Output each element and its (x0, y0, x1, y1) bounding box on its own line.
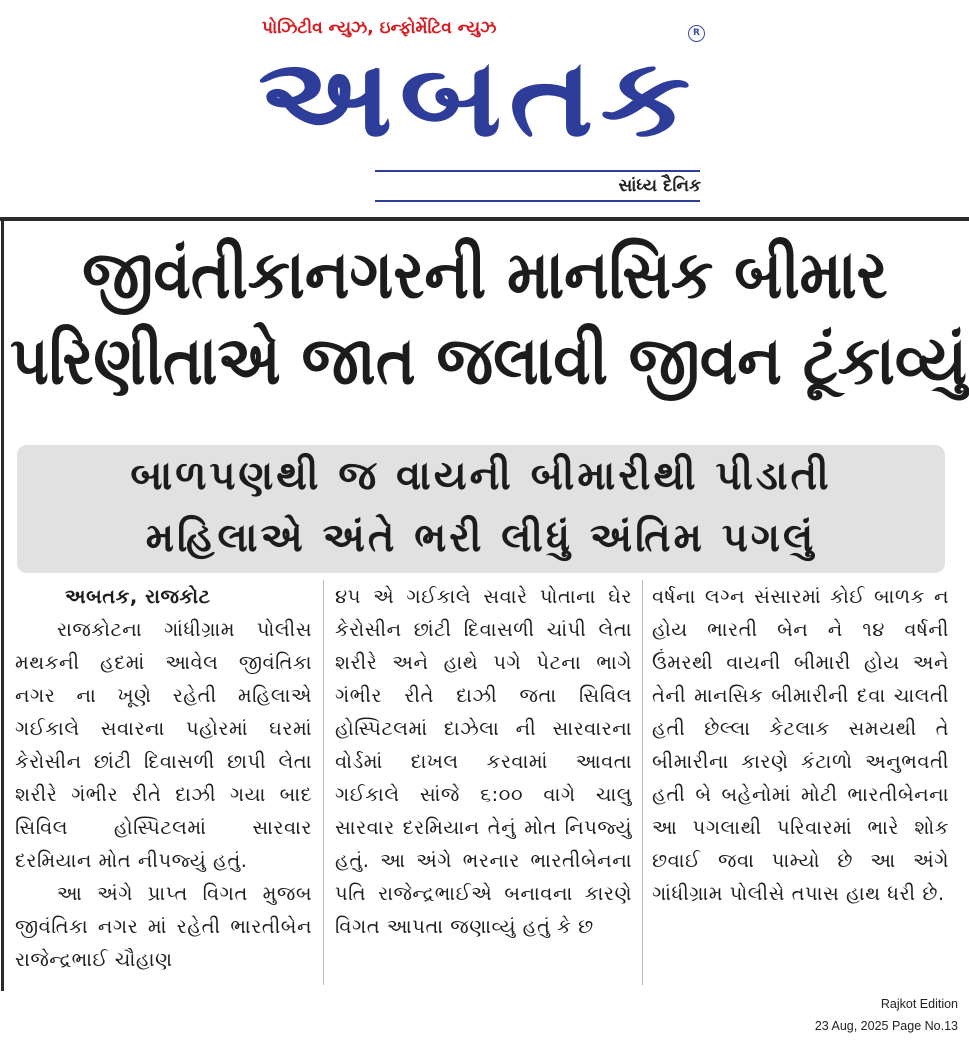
masthead-divider (375, 170, 700, 172)
article-body (15, 580, 950, 985)
article-subheadline (17, 445, 945, 573)
newspaper-logo: અબતક (258, 36, 698, 161)
edition-type: સાંધ્ય દૈનિક (618, 176, 701, 196)
article-column-2 (335, 580, 632, 985)
section-left-rule (1, 221, 4, 991)
article-headline (10, 232, 968, 404)
masthead-underline (375, 200, 700, 202)
article-column-3 (652, 580, 949, 985)
article-paragraph: વર્ષના લગ્ન સંસારમાં કોઈ બાળક ન હોય ભારતી બેન ને ૧૪ વર્ષની ઉંમરથી વાયની બીમારી હોય અને તેની માનસિક બીમારીની દવા ચાલતી હતી છેલ્લા કેટલાક સમયથી તે બીમારીના કારણે કંટાળો અનુભવતી હતી બે બહેનોમાં મોટી ભારતીબેનના આ પગલાથી પરિવારમાં ભારે શોક છવાઈ જવા પામ્યો છે આ અંગે ગાંધીગ્રામ પોલીસે તપાસ હાથ ધરી છે. (652, 585, 949, 905)
masthead (0, 0, 969, 215)
subheadline-line-1: બાળપણથી જ વાયની બીમારીથી પીડાતી (130, 453, 832, 499)
article-paragraph: આ અંગે પ્રાપ્ત વિગત મુજબ જીવંતિકા નગર માં રહેતી ભારતીબેન રાજેન્દ્રભાઈ ચૌહાણ (15, 882, 312, 971)
article-column-1 (15, 580, 312, 985)
registered-mark-icon: R (688, 25, 705, 42)
column-divider (642, 580, 643, 985)
subheadline-line-2: મહિલાએ અંતે ભરી લીધું અંતિમ પગલું (145, 515, 817, 561)
article-paragraph: ૪૫ એ ગઈકાલે સવારે પોતાના ઘેર કેરોસીન છાંટી દિવાસળી ચાંપી લેતા શરીરે અને હાથે પગે પેટના ભાગે ગંભીર રીતે દાઝી જતા સિવિલ હોસ્પિટલમાં દાઝેલા ની સારવારના વોર્ડમાં દાખલ કરવામાં આવતા ગઈકાલે સાંજે ૬:૦૦ વાગે ચાલુ સારવાર દરમિયાન તેનું મોત નિપજ્યું હતું. આ અંગે ભરનાર ભારતીબેનના પતિ રાજેન્દ્રભાઈએ બનાવના કારણે વિગત આપતા જણાવ્યું હતું કે છ (335, 585, 632, 938)
masthead-tagline: પોઝિટીવ ન્યુઝ, ઇન્ફોર્મેટિવ ન્યુઝ (262, 18, 497, 38)
edition-date-page: 23 Aug, 2025 Page No.13 (814, 1019, 958, 1033)
headline-line-2: પરિણીતાએ જાત જલાવી જીવન ટૂંકાવ્યું (10, 321, 968, 401)
column-divider (323, 580, 324, 985)
article-byline: અબતક, રાજકોટ (65, 585, 211, 608)
headline-line-1: જીવંતીકાનગરની માનસિક બીમાર (82, 235, 888, 315)
edition-label: Rajkot Edition (880, 997, 958, 1011)
section-top-rule (0, 217, 969, 221)
article-paragraph: રાજકોટના ગાંધીગ્રામ પોલીસ મથકની હદમાં આવેલ જીવંતિકા નગર ના ખૂણે રહેતી મહિલાએ ગઈકાલે સવારના પહોરમાં ઘરમાં કેરોસીન છાંટી દિવાસળી છાપી લેતા શરીરે ગંભીર રીતે દાઝી ગયા બાદ સિવિલ હોસ્પિટલમાં સારવાર દરમિયાન મોત નીપજ્યું હતું. (15, 618, 312, 872)
